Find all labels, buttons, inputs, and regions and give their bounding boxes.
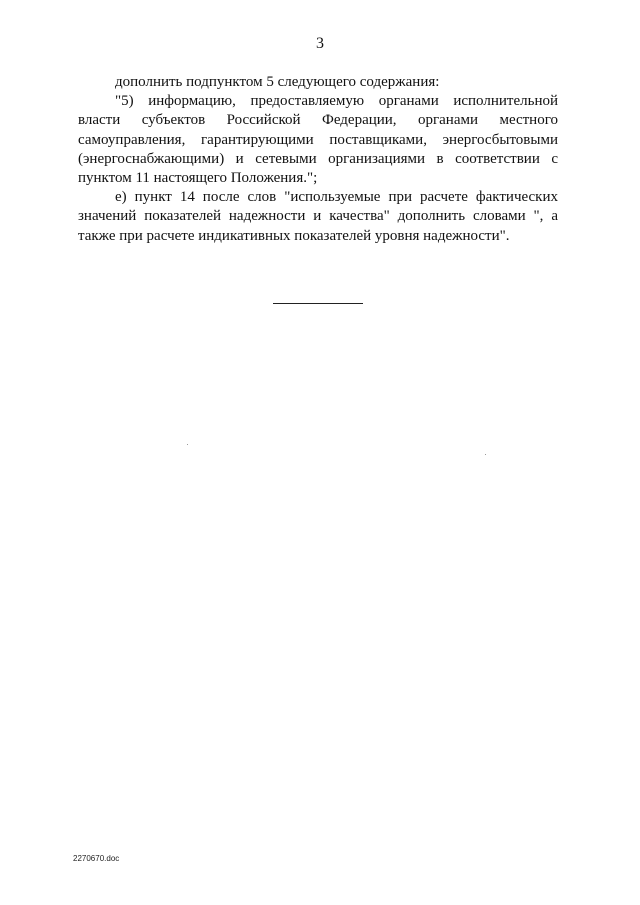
scan-speck (187, 444, 188, 445)
document-body (78, 73, 558, 246)
paragraph-item-e: е) пункт 14 после слов "используемые при расчете фактических значений показателей надежности и качества" дополнить словами ", а также при расчете индикативных показателей уровня надежности". (78, 189, 558, 244)
paragraph-subitem-5-quote: "5) информацию, предоставляемую органами исполнительной власти субъектов Российской Федерации, органами местного самоуправления, гарантирующими поставщиками, энергосбытовыми (энергоснабжающими) и сетевыми организациями в соответствии с пунктом 11 настоящего Положения."; (78, 93, 558, 187)
page-number: 3 (316, 35, 324, 52)
document-file-code: 2270670.doc (73, 854, 120, 863)
scan-speck (485, 454, 486, 455)
paragraph-add-subitem: дополнить подпунктом 5 следующего содержания: (115, 74, 440, 90)
end-of-text-rule (273, 303, 363, 304)
